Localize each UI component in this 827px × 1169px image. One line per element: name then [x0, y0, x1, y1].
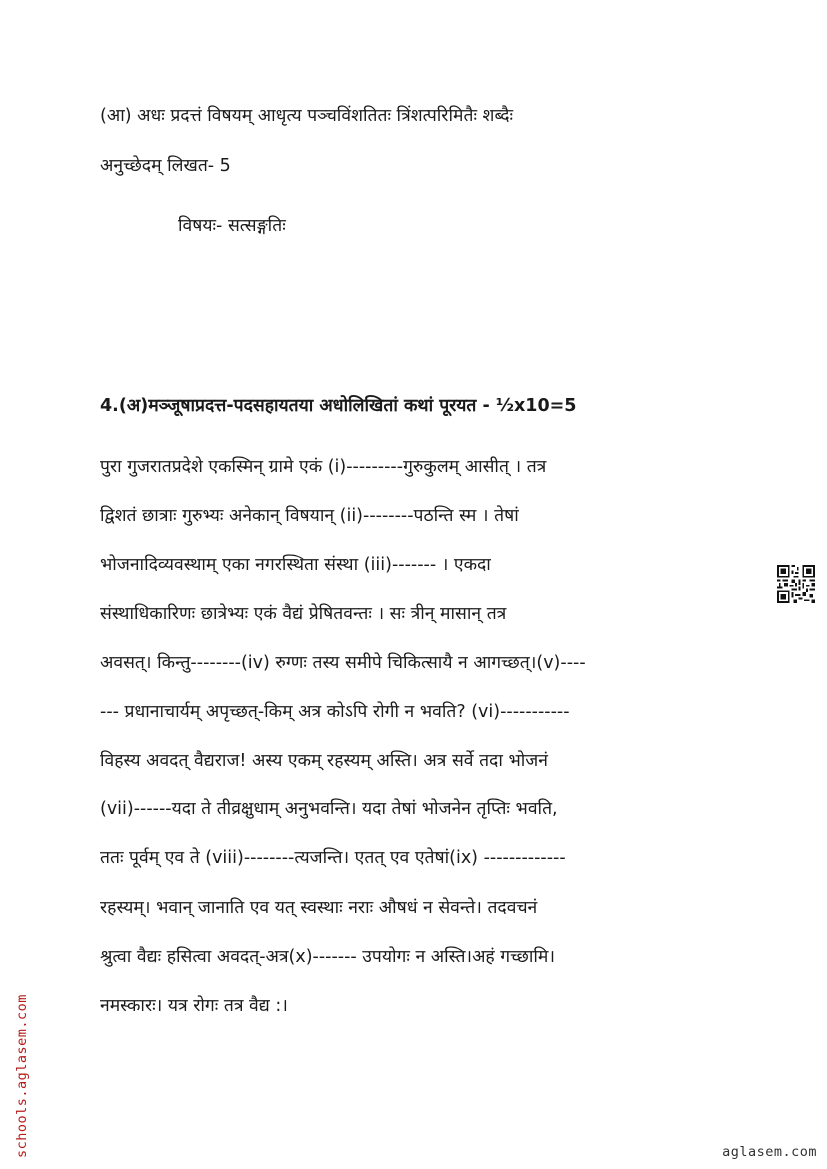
- footer-watermark: aglasem.com: [722, 1144, 817, 1160]
- passage-line: विहस्य अवदत् वैद्यराज! अस्य एकम् रहस्यम् अस्ति। अत्र सर्वे तदा भोजनं: [100, 751, 548, 771]
- passage-line: पुरा गुजरातप्रदेशे एकस्मिन् ग्रामे एकं (i)---------गुरुकुलम् आसीत् । तत्र: [100, 457, 547, 477]
- passage-line: ततः पूर्वम् एव ते (viii)--------त्यजन्ति। एतत् एव एतेषां(ix) -------------: [100, 848, 566, 868]
- passage-line: भोजनादिव्यवस्थाम् एका नगरस्थिता संस्था (iii)------- । एकदा: [100, 555, 491, 575]
- passage-line: रहस्यम्। भवान् जानाति एव यत् स्वस्थाः नराः औषधं न सेवन्ते। तदवचनं: [100, 898, 538, 918]
- passage-line: नमस्कारः। यत्र रोगः तत्र वैद्य :।: [100, 996, 288, 1016]
- side-watermark: schools.aglasem.com: [14, 994, 30, 1158]
- passage-line: --- प्रधानाचार्यम् अपृच्छत्-किम् अत्र कोऽपि रोगी न भवति? (vi)-----------: [100, 702, 570, 722]
- section-a2-instruction-line2: अनुच्छेदम् लिखत- 5: [100, 156, 231, 176]
- passage-line: संस्थाधिकारिणः छात्रेभ्यः एकं वैद्यं प्रेषितवन्तः । सः त्रीन् मासान् तत्र: [100, 604, 507, 624]
- passage-line: (vii)------यदा ते तीव्रक्षुधाम् अनुभवन्ति। यदा तेषां भोजनेन तृप्तिः भवति,: [100, 799, 558, 819]
- section-a2-instruction-line1: (आ) अधः प्रदत्तं विषयम् आधृत्य पञ्चविंशतितः त्रिंशत्परिमितैः शब्दैः: [100, 106, 514, 126]
- passage-line: अवसत्। किन्तु--------(iv) रुग्णः तस्य समीपे चिकित्सायै न आगच्छत्।(v)----: [100, 653, 586, 673]
- passage-line: द्विशतं छात्राः गुरुभ्यः अनेकान् विषयान् (ii)--------पठन्ति स्म । तेषां: [100, 506, 519, 526]
- qr-code-icon: [777, 565, 815, 603]
- section-a2-topic: विषयः- सत्सङ्गतिः: [178, 216, 286, 236]
- passage-line: श्रुत्वा वैद्यः हसित्वा अवदत्-अत्र(x)------- उपयोगः न अस्ति।अहं गच्छामि।: [100, 947, 556, 967]
- question4-heading: 4.(अ)मञ्जूषाप्रदत्त-पदसहायतया अधोलिखितां कथां पूरयत - ½x10=5: [100, 396, 577, 416]
